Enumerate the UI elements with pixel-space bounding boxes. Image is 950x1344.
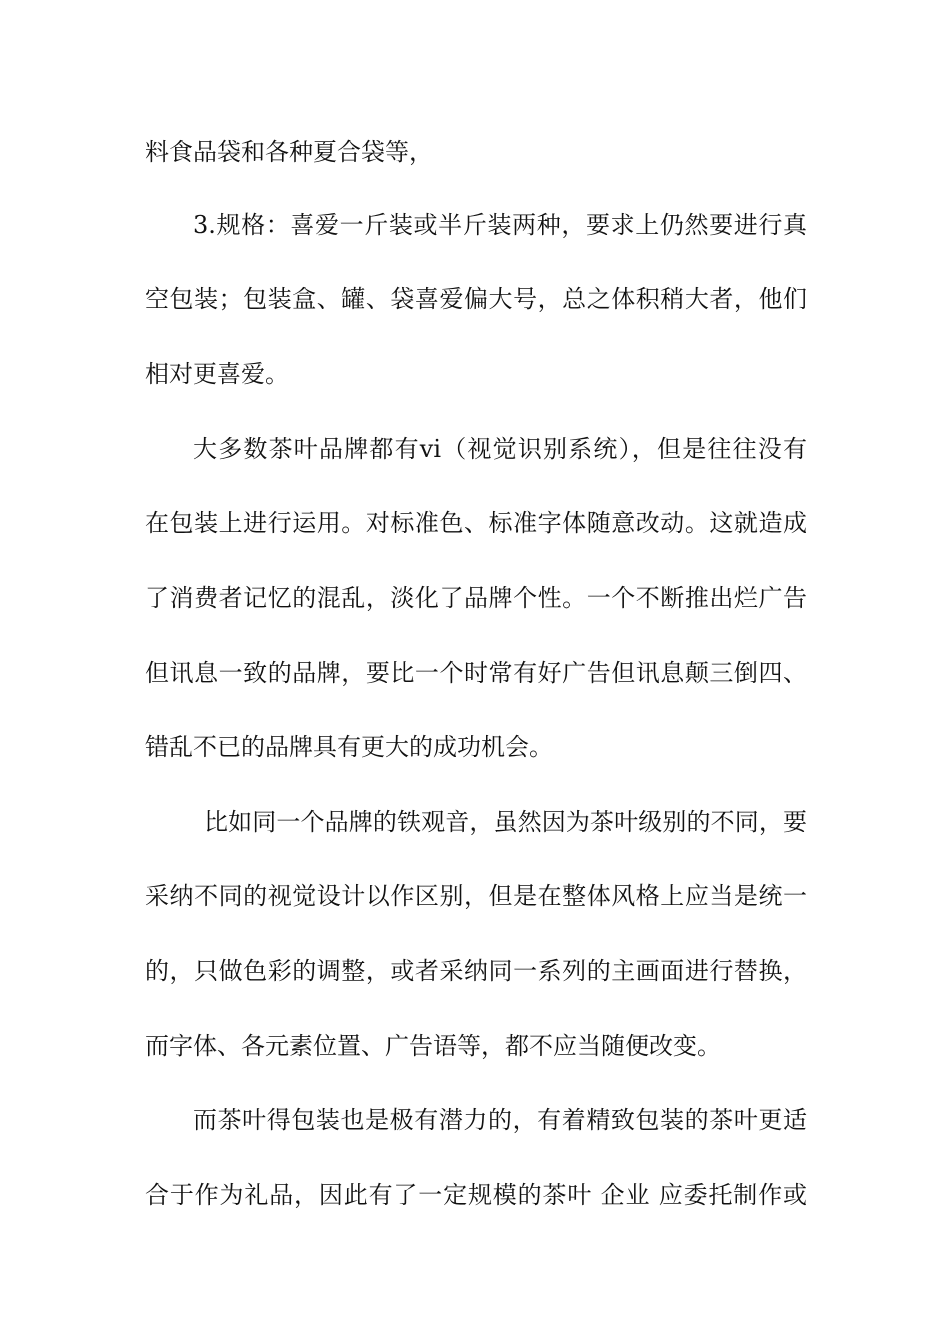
text-line-1: 料食品袋和各种夏合袋等， — [145, 138, 433, 166]
text-line-4: 相对更喜爱。 — [145, 360, 289, 388]
text-line-15: 合于作为礼品，因此有了一定规模的茶叶 企业 应委托制作或 — [145, 1181, 807, 1209]
text-line-14: 而茶叶得包装也是极有潜力的，有着精致包装的茶叶更适 — [193, 1106, 807, 1134]
text-line-10: 比如同一个品牌的铁观音，虽然因为茶叶级别的不同，要 — [204, 808, 807, 836]
text-line-13: 而字体、各元素位置、广告语等，都不应当随便改变。 — [145, 1032, 721, 1060]
text-line-6: 在包装上进行运用。对标准色、标准字体随意改动。这就造成 — [145, 509, 807, 537]
text-line-2: 3.规格：喜爱一斤装或半斤装两种，要求上仍然要进行真 — [193, 211, 807, 239]
text-line-5: 大多数茶叶品牌都有vi（视觉识别系统），但是往往没有 — [193, 435, 807, 463]
text-line-12: 的，只做色彩的调整，或者采纳同一系列的主画面进行替换， — [145, 957, 807, 985]
text-line-3: 空包装；包装盒、罐、袋喜爱偏大号，总之体积稍大者，他们 — [145, 285, 807, 313]
text-line-11: 采纳不同的视觉设计以作区别，但是在整体风格上应当是统一 — [145, 882, 807, 910]
text-line-8: 但讯息一致的品牌，要比一个时常有好广告但讯息颠三倒四、 — [145, 659, 807, 687]
text-line-7: 了消费者记忆的混乱，淡化了品牌个性。一个不断推出烂广告 — [145, 584, 807, 612]
text-line-9: 错乱不已的品牌具有更大的成功机会。 — [145, 733, 553, 761]
